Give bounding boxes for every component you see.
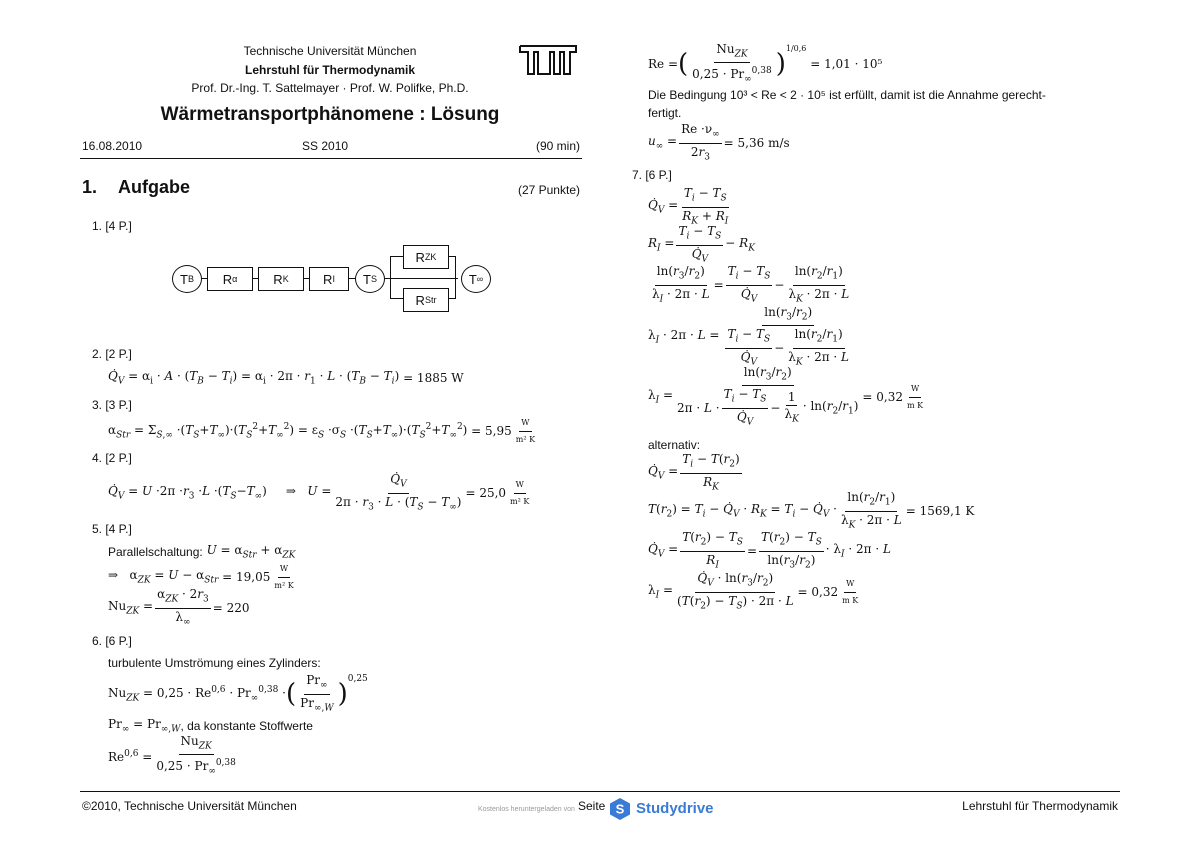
footer-copyright: ©2010, Technische Universität München bbox=[82, 799, 297, 813]
result-astr: = 5,95 bbox=[471, 424, 512, 438]
equation-re: Re = ( $\frac{Nu_{ZK}}{0,25 \cdot Pr_\infty^{0,38}}$ ) $^{1/0,6}$ = 1,01 · 10⁵ bbox=[648, 41, 883, 85]
university-name: Technische Universität München bbox=[243, 44, 417, 58]
semester: SS 2010 bbox=[302, 139, 349, 153]
result-azk: = 19,05 bbox=[222, 570, 271, 584]
equation-7d: $\lambda_I \cdot 2\pi \cdot L$ = $\ln(r_3/r_2)$ $\frac{T_i - T_S}{Q̇_V}$ − $\frac{\ln(r_2/r_1)}{\lambda_K \cdot 2\pi \cdot L}$ bbox=[648, 304, 850, 368]
parallel-text: Parallelschaltung: bbox=[108, 545, 203, 559]
equation-alt-b: $T(r_2) = T_i$ − $Q̇_V \cdot R_K = T_i$ − $Q̇_V$ · $\frac{\ln(r_2/r_1)}{\lambda_K \cdot 2\pi \cdot L}$ = 1569,1 K bbox=[648, 490, 975, 530]
equation-uinf: $u_\infty$ = $\frac{Re \cdot\nu_\infty}{2r_3}$ = 5,36 m/s bbox=[648, 122, 790, 162]
resistor-rzk: R ZK bbox=[403, 245, 449, 269]
fertigt-text: fertigt. bbox=[648, 106, 682, 120]
equation-pr: $Pr_\infty = Pr_{\infty,W}$ , da konstante Stoffwerte bbox=[108, 717, 313, 735]
result-re: = 1,01 · 10⁵ bbox=[810, 57, 883, 71]
node-tinf: T ∞ bbox=[461, 265, 491, 293]
footer-divider bbox=[80, 791, 1120, 792]
task-name: Aufgabe bbox=[118, 177, 190, 197]
equation-nu: $Nu_{ZK}$ = $\frac{\alpha_{ZK} \cdot 2r_3}{\lambda_\infty}$ = 220 bbox=[108, 587, 250, 627]
equation-nu-correlation: $Nu_{ZK} = 0,25 \cdot Re^{0,6} \cdot Pr_\infty^{0,38}$ · ( $\frac{Pr_\infty}{Pr_{\infty,W}}$ ) $^{0,25}$ bbox=[108, 673, 368, 713]
header-divider bbox=[80, 158, 582, 159]
equation-alt-a: $Q̇_V$ = $\frac{T_i - T(r_2)}{R_K}$ bbox=[648, 452, 740, 492]
watermark-text: Kostenlos heruntergeladen von bbox=[478, 806, 575, 813]
result-nu: = 220 bbox=[212, 601, 250, 615]
equation-azk: ⇒ $\alpha_{ZK} = U - \alpha_{Str}$ = 19,05 $\frac{W}{\text{m² K}}$ bbox=[108, 566, 298, 588]
resistor-ri: R I bbox=[309, 267, 349, 291]
item-6-label: 6. [6 P.] bbox=[92, 634, 132, 648]
equation-re06: Re$^{0,6}$ = $\frac{Nu_{ZK}}{0,25 \cdot Pr_\infty^{0,38}}$ bbox=[108, 733, 236, 777]
item-3-label: 3. [3 P.] bbox=[92, 398, 132, 412]
item-2-label: 2. [2 P.] bbox=[92, 347, 132, 361]
page-title: Wärmetransportphänomene : Lösung bbox=[160, 104, 500, 125]
equation-7b: $R_I$ = $\frac{T_i - T_S}{Q̇_V}$ − $R_K$ bbox=[648, 224, 755, 264]
node-ts: T S bbox=[355, 265, 385, 293]
professors: Prof. Dr.-Ing. T. Sattelmayer · Prof. W. Polifke, Ph.D. bbox=[191, 81, 469, 95]
bedingung-text: Die Bedingung 10³ < Re < 2 · 10⁵ ist erfüllt, damit ist die Annahme gerecht- bbox=[648, 88, 1046, 102]
equation-astr: $\alpha_{Str} = \Sigma_{S,\infty} \cdot(T_S+T_\infty)\cdot(T_S^2+T_\infty^2) = \varepsilon_S \cdot\sigma_S \cdot(T_S+T_\infty)\cdot(T_S^2+T_\infty^2)$ = 5,95 $\frac{W}{\text{m² K}}$ bbox=[108, 419, 539, 443]
svg-text:S: S bbox=[615, 801, 625, 817]
result-q2: = 1885 W bbox=[403, 371, 464, 385]
equation-7a: $Q̇_V$ = $\frac{T_i - T_S}{R_K + R_I}$ bbox=[648, 186, 729, 226]
equation-alt-c: $Q̇_V$ = $\frac{T(r_2) - T_S}{R_I}$ = $\frac{T(r_2) - T_S}{\ln(r_3/r_2)}$ · $\lambda_I \cdot 2\pi \cdot L$ bbox=[648, 530, 891, 570]
alternativ-text: alternativ: bbox=[648, 438, 701, 452]
task-points: (27 Punkte) bbox=[517, 183, 580, 197]
footer-chair: Lehrstuhl für Thermodynamik bbox=[962, 799, 1118, 813]
item-1-label: 1. [4 P.] bbox=[92, 219, 132, 233]
resistor-rk: R K bbox=[258, 267, 304, 291]
item-4-label: 4. [2 P.] bbox=[92, 451, 132, 465]
equation-u: $Q̇_V = U \cdot 2\pi \cdot r_3 \cdot L \cdot(T_S-T_\infty)$ ⇒ U = $\frac{Q̇_V}{2\pi \cdot r_3 \cdot L \cdot (T_S - T_\infty)}$ = 25,0 $\frac{W}{\text{m² K}}$ bbox=[108, 472, 530, 512]
resistor-ralpha: R α bbox=[207, 267, 253, 291]
chair-name: Lehrstuhl für Thermodynamik bbox=[244, 63, 416, 77]
konstant-text: , da konstante Stoffwerte bbox=[180, 719, 313, 733]
equation-7c: $\frac{\ln(r_3/r_2)}{\lambda_I \cdot 2\pi \cdot L}$ = $\frac{T_i - T_S}{Q̇_V}$ − $\frac{\ln(r_2/r_1)}{\lambda_K \cdot 2\pi \cdot L}$ bbox=[652, 264, 850, 304]
result-lambda2: = 0,32 bbox=[797, 585, 839, 599]
result-u: = 25,0 bbox=[465, 486, 507, 500]
task-number: 1. bbox=[82, 177, 98, 197]
parallel-line: Parallelschaltung: $U = \alpha_{Str} + \alpha_{ZK}$ bbox=[108, 543, 296, 561]
result-uinf: = 5,36 m/s bbox=[723, 136, 790, 150]
result-lambda1: = 0,32 bbox=[862, 390, 903, 404]
item-7-label: 7. [6 P.] bbox=[632, 168, 672, 182]
item-5-label: 5. [4 P.] bbox=[92, 522, 132, 536]
footer-page: Seite bbox=[578, 799, 606, 813]
studydrive-logo-icon bbox=[609, 797, 631, 821]
studydrive-brand[interactable]: Studydrive bbox=[636, 800, 714, 817]
equation-alt-d: $\lambda_I$ = $\frac{Q̇_V \cdot \ln(r_3/r_2)}{(T(r_2) - T_S) \cdot 2\pi \cdot L}$ = 0,32 $\frac{W}{\text{m K}}$ bbox=[648, 571, 859, 611]
node-tb: T B bbox=[172, 265, 202, 293]
turbulent-text: turbulente Umströmung eines Zylinders: bbox=[108, 656, 321, 670]
duration: (90 min) bbox=[535, 139, 580, 153]
tum-logo bbox=[518, 44, 578, 76]
equation-q2: $Q̇_V = \alpha_i \cdot A \cdot (T_B - T_i) = \alpha_i \cdot 2\pi \cdot r_1 \cdot L \cdot (T_B - T_i)$ = 1885 W bbox=[108, 369, 464, 387]
equation-7e: $\lambda_I$ = $\ln(r_3/r_2)$ 2π · L · $\frac{T_i - T_S}{Q̇_V}$ − $\frac{1}{\lambda_K}$ · $\ln(r_2/r_1)$ = 0,32 $\frac{W}{\text{m K}}$ bbox=[648, 364, 924, 428]
exam-date: 16.08.2010 bbox=[82, 139, 143, 153]
result-t2: = 1569,1 K bbox=[905, 504, 975, 518]
resistor-rstr: R Str bbox=[403, 288, 449, 312]
